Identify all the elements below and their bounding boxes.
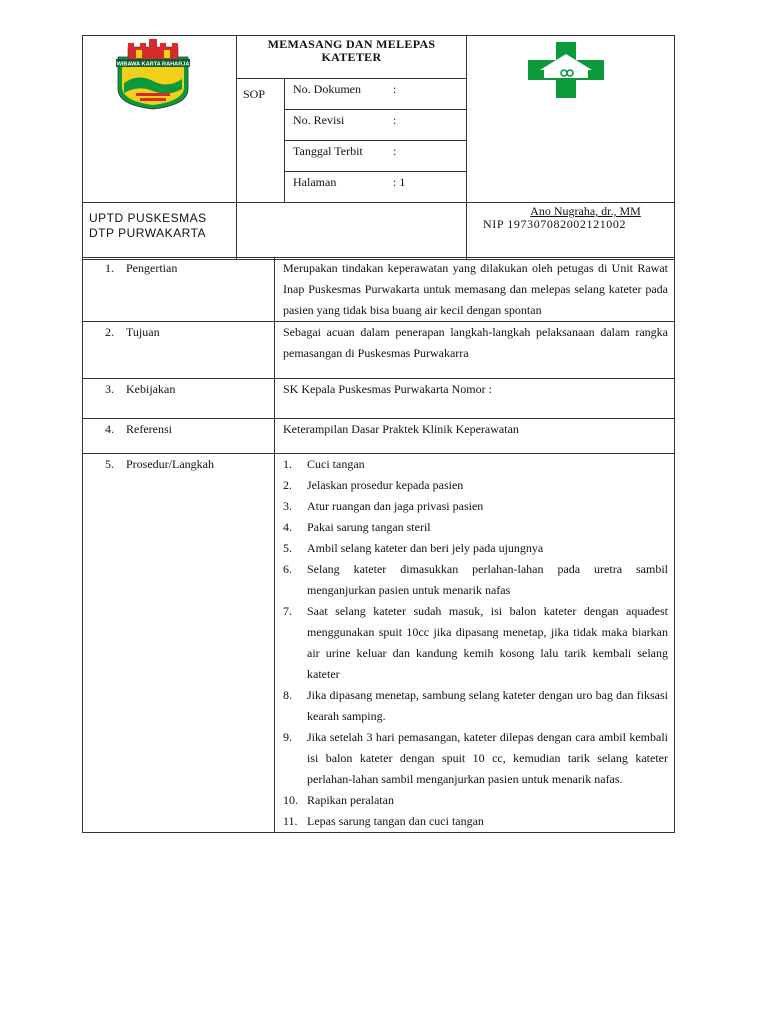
field-label: No. Revisi bbox=[293, 113, 345, 127]
procedure-step bbox=[283, 601, 668, 685]
field-no-revisi bbox=[285, 110, 467, 141]
organization-line1: UPTD PUSKESMAS bbox=[89, 211, 207, 225]
step-number: 9. bbox=[283, 730, 292, 744]
field-value: : 1 bbox=[393, 175, 406, 189]
field-label: Tanggal Terbit bbox=[293, 144, 363, 158]
organization-line2: DTP PURWAKARTA bbox=[89, 226, 207, 240]
section-label: Prosedur/Langkah bbox=[126, 457, 214, 471]
section-label-cell bbox=[83, 379, 275, 419]
signer-name: Ano Nugraha, dr., MM bbox=[530, 204, 641, 218]
section-kebijakan bbox=[83, 379, 675, 419]
blank-cell bbox=[237, 203, 467, 260]
procedure-step bbox=[283, 454, 668, 475]
step-text: Ambil selang kateter dan beri jely pada ujungnya bbox=[307, 541, 544, 555]
step-text: Lepas sarung tangan dan cuci tangan bbox=[307, 814, 484, 828]
document-title-line2: KATETER bbox=[321, 50, 382, 64]
step-number: 8. bbox=[283, 688, 292, 702]
section-label-cell bbox=[83, 454, 275, 833]
signature-block bbox=[467, 203, 675, 260]
procedure-step bbox=[283, 727, 668, 790]
section-number: 2. bbox=[105, 325, 114, 339]
step-text: Jika setelah 3 hari pemasangan, kateter dilepas dengan cara ambil kembali isi balon kateter dengan spuit 10 cc, kemudian tarik selang kateter perlahan-lahan sambil menganjurkan pasien untuk menarik nafas. bbox=[307, 730, 668, 786]
step-text: Saat selang kateter sudah masuk, isi balon kateter dengan aquadest menggunakan spuit 10cc jika dipasang menetap, jika tidak maka biarkan air urine keluar dan kandung kemih kosong lalu tarik kembali selang kateter bbox=[307, 604, 668, 681]
section-body: Sebagai acuan dalam penerapan langkah-langkah pelaksanaan dalam rangka pemasangan di Puskesmas Purwakarra bbox=[275, 322, 675, 379]
field-label: Halaman bbox=[293, 175, 337, 189]
step-number: 10. bbox=[283, 793, 298, 807]
field-halaman bbox=[285, 172, 467, 203]
regency-emblem-icon bbox=[112, 39, 194, 111]
field-tanggal-terbit bbox=[285, 141, 467, 172]
sop-label: SOP bbox=[237, 79, 285, 203]
step-number: 2. bbox=[283, 478, 292, 492]
section-label: Kebijakan bbox=[126, 382, 176, 396]
section-label: Pengertian bbox=[126, 261, 178, 275]
field-label: No. Dokumen bbox=[293, 82, 361, 96]
section-label-cell bbox=[83, 419, 275, 454]
section-label-cell bbox=[83, 322, 275, 379]
section-label: Referensi bbox=[126, 422, 172, 436]
step-text: Jelaskan prosedur kepada pasien bbox=[307, 478, 464, 492]
procedure-step bbox=[283, 517, 668, 538]
section-body: Keterampilan Dasar Praktek Klinik Keperawatan bbox=[275, 419, 675, 454]
step-number: 11. bbox=[283, 814, 298, 828]
field-value: : bbox=[393, 82, 397, 96]
emblem-motto: WIBAWA KARTA RAHARJA bbox=[116, 61, 190, 68]
procedure-step bbox=[283, 496, 668, 517]
section-number: 5. bbox=[105, 457, 114, 471]
document-title bbox=[237, 36, 467, 79]
procedure-step bbox=[283, 475, 668, 496]
procedure-step bbox=[283, 538, 668, 559]
document-title-line1: MEMASANG DAN MELEPAS bbox=[267, 37, 436, 51]
section-number: 1. bbox=[105, 261, 114, 275]
section-label: Tujuan bbox=[126, 325, 160, 339]
section-referensi bbox=[83, 419, 675, 454]
step-text: Pakai sarung tangan steril bbox=[307, 520, 431, 534]
step-number: 1. bbox=[283, 457, 292, 471]
organization-name bbox=[83, 203, 237, 260]
section-label-cell bbox=[83, 258, 275, 322]
procedure-step bbox=[283, 559, 668, 601]
step-text: Jika dipasang menetap, sambung selang kateter dengan uro bag dan fiksasi kearah samping. bbox=[307, 688, 668, 723]
section-number: 4. bbox=[105, 422, 114, 436]
step-text: Selang kateter dimasukkan perlahan-lahan pada uretra sambil menganjurkan pasien untuk menarik nafas bbox=[307, 562, 668, 597]
health-cross-logo-icon bbox=[526, 40, 606, 100]
step-number: 4. bbox=[283, 520, 292, 534]
field-value: : bbox=[393, 113, 397, 127]
procedure-steps-list bbox=[283, 454, 668, 832]
section-body bbox=[275, 454, 675, 833]
field-value: : bbox=[393, 144, 397, 158]
step-text: Rapikan peralatan bbox=[307, 793, 394, 807]
section-pengertian bbox=[83, 258, 675, 322]
section-body: SK Kepala Puskesmas Purwakarta Nomor : bbox=[275, 379, 675, 419]
step-text: Cuci tangan bbox=[307, 457, 365, 471]
sop-content-table bbox=[82, 257, 675, 833]
step-number: 6. bbox=[283, 562, 292, 576]
section-tujuan bbox=[83, 322, 675, 379]
step-number: 7. bbox=[283, 604, 292, 618]
procedure-step bbox=[283, 811, 668, 832]
procedure-step bbox=[283, 790, 668, 811]
step-number: 3. bbox=[283, 499, 292, 513]
section-prosedur bbox=[83, 454, 675, 833]
field-no-dokumen bbox=[285, 79, 467, 110]
signer-nip: NIP 197307082002121002 bbox=[483, 217, 627, 231]
procedure-step bbox=[283, 685, 668, 727]
section-number: 3. bbox=[105, 382, 114, 396]
section-body: Merupakan tindakan keperawatan yang dilakukan oleh petugas di Unit Rawat Inap Puskesmas Purwakarta untuk memasang dan melepas selang kateter pada pasien yang tidak bisa buang air kecil dengan spontan bbox=[275, 258, 675, 322]
step-text: Atur ruangan dan jaga privasi pasien bbox=[307, 499, 484, 513]
step-number: 5. bbox=[283, 541, 292, 555]
